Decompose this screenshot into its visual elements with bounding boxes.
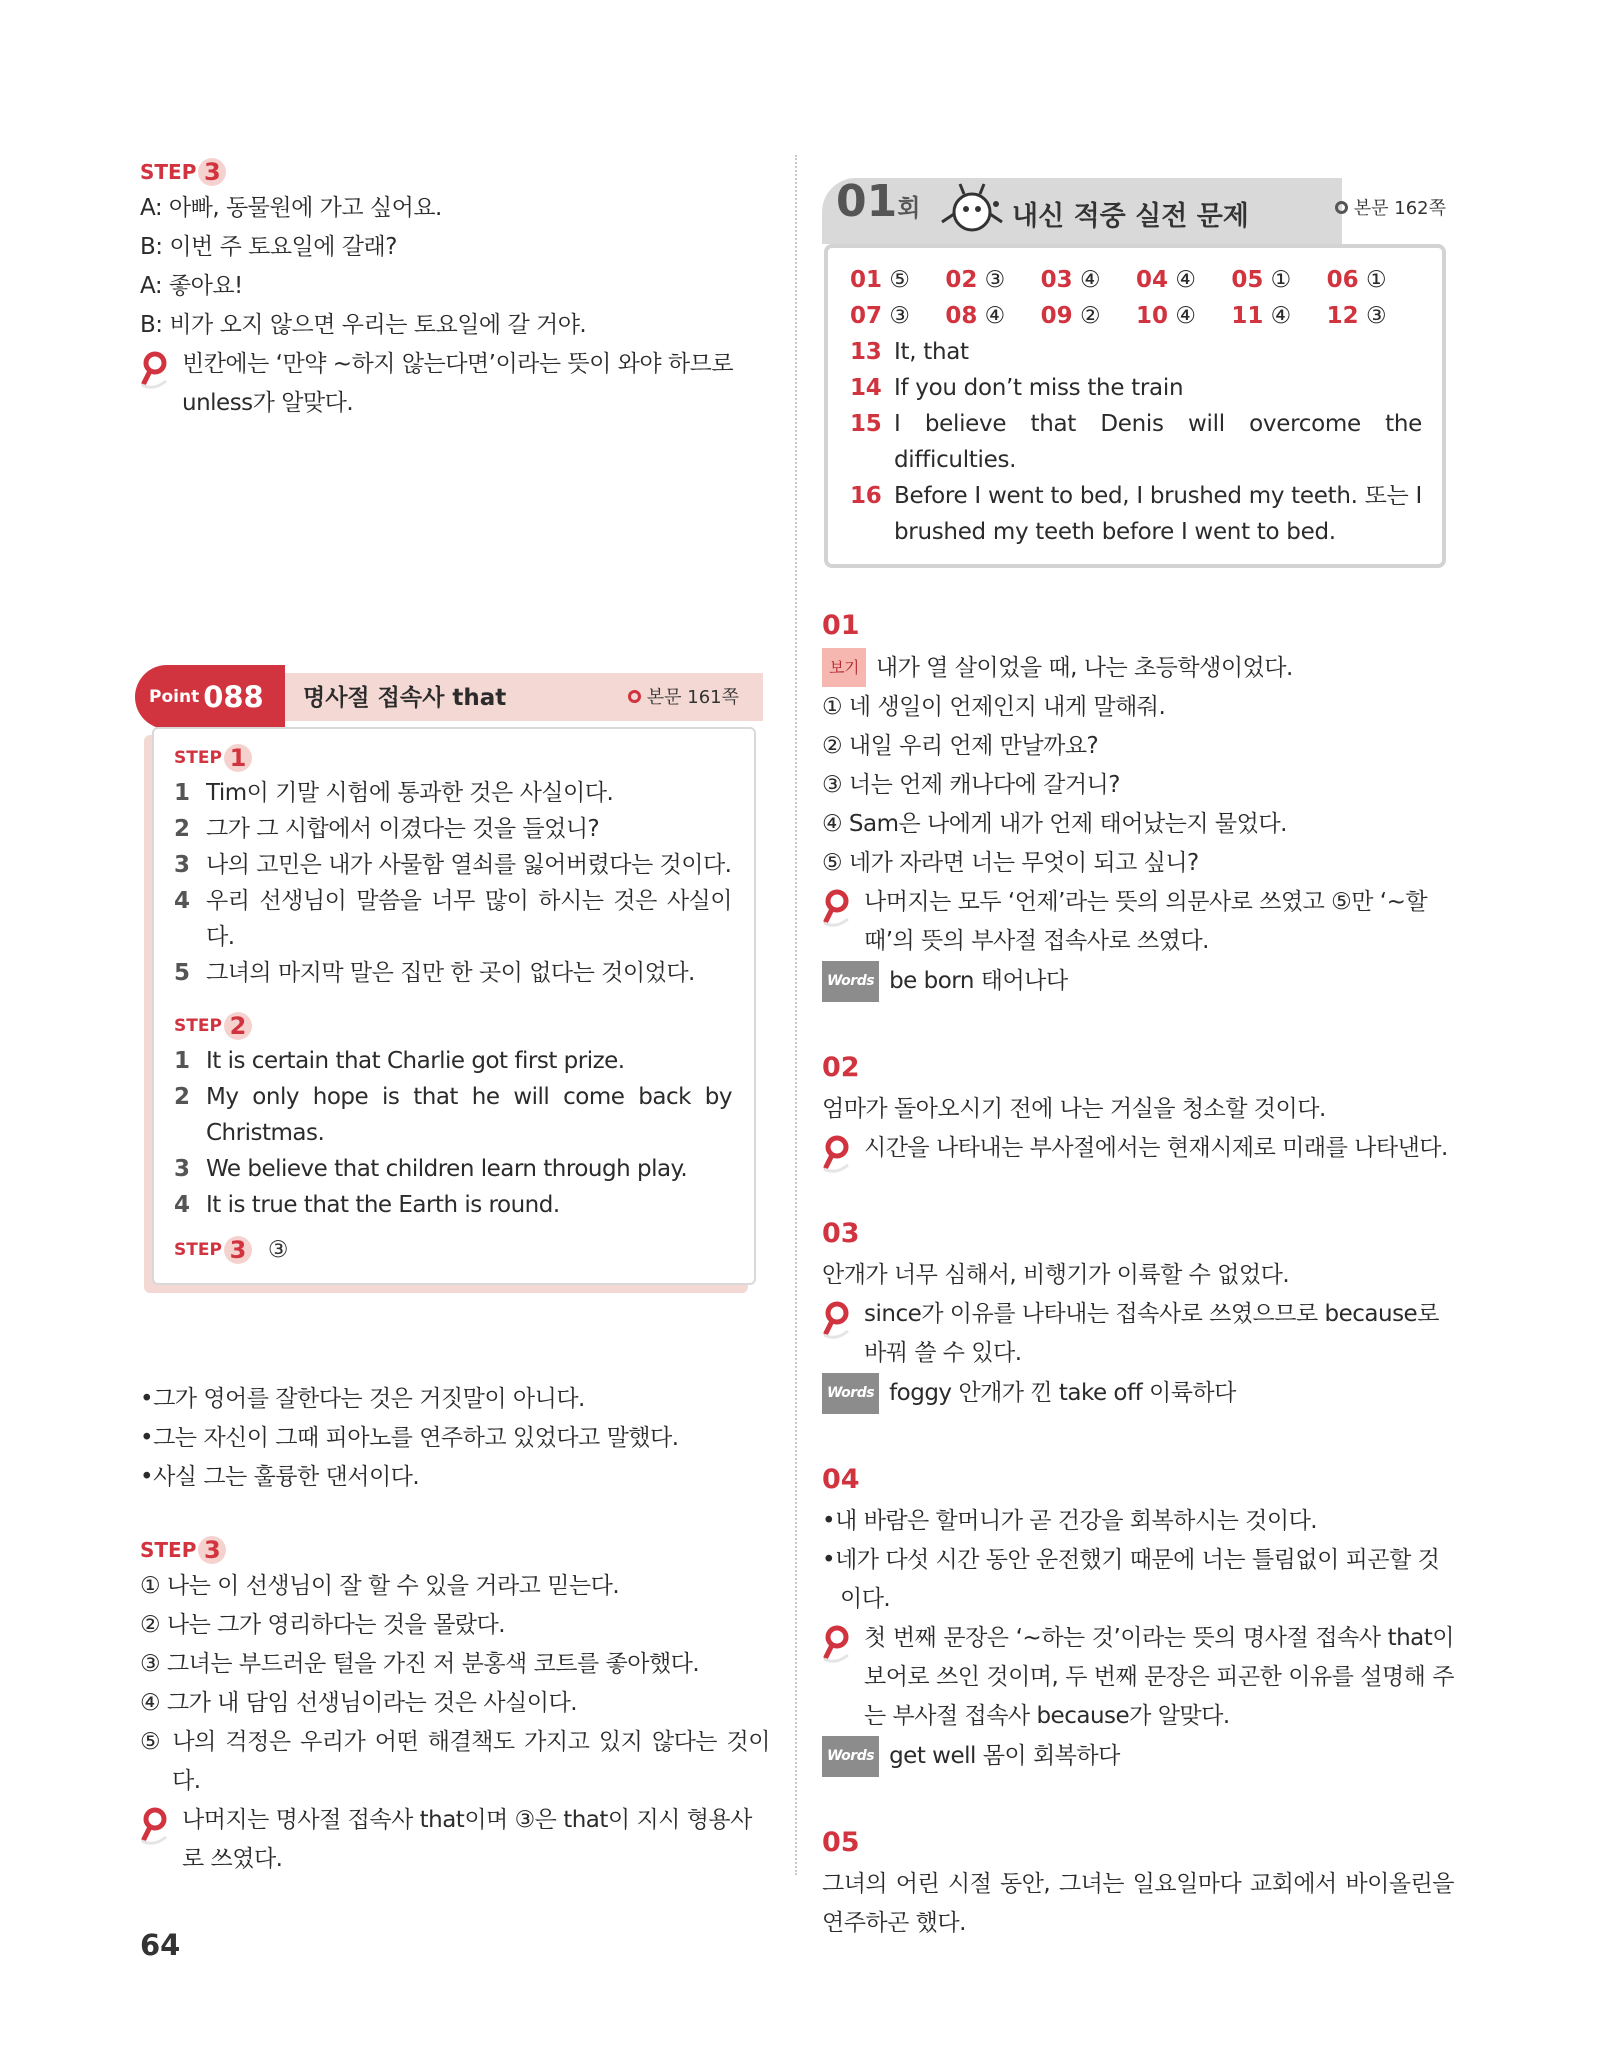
list-item: 1 It is certain that Charlie got first prize.: [174, 1048, 625, 1074]
step-3-heading: STEP 3: [140, 155, 770, 189]
answer-cell: 04 ④: [1136, 267, 1196, 293]
answer-row: 16 Before I went to bed, I brushed my teeth. 또는 I brushed my teeth before I went to bed.: [850, 483, 1422, 545]
option-line: ④ Sam은 나에게 내가 언제 태어났는지 물었다.: [822, 811, 1287, 837]
step-3-heading: STEP 3 ③: [174, 1236, 289, 1264]
answer-cell: 05 ①: [1231, 267, 1292, 293]
step-2-heading: STEP 2: [174, 1009, 732, 1043]
bullet-line: •그가 영어를 잘한다는 것은 거짓말이 아니다.: [140, 1386, 585, 1412]
explanations: [822, 590, 1454, 1943]
magnifier-icon: [822, 883, 852, 961]
answer-key-section: [822, 172, 1454, 568]
question-number: 04: [822, 1464, 860, 1495]
hint-block: [140, 1801, 770, 1879]
circle-bullet-icon: [628, 690, 641, 703]
magnifier-icon: [822, 1129, 852, 1168]
dialog-line: B: 비가 오지 않으면 우리는 토요일에 갈 거야.: [140, 312, 587, 338]
question-number: 02: [822, 1052, 860, 1083]
bullet-line: •사실 그는 훌륭한 댄서이다.: [140, 1464, 420, 1490]
option-line: ② 나는 그가 영리하다는 것을 몰랐다.: [140, 1612, 506, 1638]
words-tag: Words: [822, 1373, 879, 1414]
dialog-line: A: 아빠, 동물원에 가고 싶어요.: [140, 195, 442, 221]
hint-text: 빈칸에는 ‘만약 ~하지 않는다면’이라는 뜻이 와야 하므로 unless가 알맞다.: [182, 351, 734, 416]
answer-row: 14 If you don’t miss the train: [850, 375, 1184, 401]
dialog-line: A: 좋아요!: [140, 273, 243, 299]
answer-cell: 11 ④: [1231, 303, 1292, 329]
answer-grid: [850, 262, 1422, 334]
point-content-box: [152, 727, 756, 1285]
hint-text: 나머지는 모두 ‘언제’라는 뜻의 의문사로 쓰였고 ⑤만 ‘~할 때’의 뜻의 부사절 접속사로 쓰였다.: [864, 889, 1428, 954]
answer-cell: 01 ⑤: [850, 267, 910, 293]
list-item: 5 그녀의 마지막 말은 집만 한 곳이 없다는 것이었다.: [174, 960, 695, 986]
list-item: 4 우리 선생님이 말씀을 너무 많이 하시는 것은 사실이다.: [174, 888, 732, 950]
answer-cell: 09 ②: [1040, 303, 1101, 329]
question-number: 05: [822, 1827, 860, 1858]
hint-block: [822, 1295, 1454, 1373]
bullet-line: •그는 자신이 그때 피아노를 연주하고 있었다고 말했다.: [140, 1425, 679, 1451]
hint-text: 시간을 나타내는 부사절에서는 현재시제로 미래를 나타낸다.: [864, 1135, 1448, 1161]
answer-cell: 08 ④: [945, 303, 1006, 329]
round-number: 01회: [836, 176, 921, 227]
column-divider: [795, 155, 797, 1875]
hint-block: [822, 1619, 1454, 1736]
question-number: 03: [822, 1218, 860, 1249]
hint-block: [822, 883, 1454, 961]
bogi-line: 보기 내가 열 살이었을 때, 나는 초등학생이었다.: [822, 648, 1454, 688]
answer-key-box: [824, 244, 1446, 568]
point-badge: Point 088: [135, 665, 285, 729]
option-line: ③ 그녀는 부드러운 털을 가진 저 분홍색 코트를 좋아했다.: [140, 1651, 700, 1677]
point-title: 명사절 접속사 that: [303, 685, 507, 711]
list-item: 3 We believe that children learn through play.: [174, 1156, 688, 1182]
step-3-answer: ③: [267, 1237, 289, 1263]
magnifier-icon: [822, 1619, 852, 1736]
hint-text: since가 이유를 나타내는 접속사로 쓰였으므로 because로 바꿔 쓸 수 있다.: [864, 1301, 1439, 1366]
translation-line: 안개가 너무 심해서, 비행기가 이륙할 수 없었다.: [822, 1262, 1290, 1288]
step-1-heading: STEP 1: [174, 741, 732, 775]
option-line: ② 내일 우리 언제 만날까요?: [822, 733, 1099, 759]
bullet-line: •네가 다섯 시간 동안 운전했기 때문에 너는 틀림없이 피곤할 것이다.: [822, 1547, 1440, 1612]
words-tag: Words: [822, 961, 879, 1002]
question-number: 01: [822, 610, 860, 641]
left-column-bottom: [140, 1380, 770, 1879]
magnifier-icon: [140, 345, 170, 423]
words-tag: Words: [822, 1736, 879, 1777]
answer-cell: 02 ③: [945, 267, 1006, 293]
answer-cell: 10 ④: [1136, 303, 1196, 329]
magnifier-icon: [822, 1295, 852, 1373]
list-item: 3 나의 고민은 내가 사물함 열쇠를 잃어버렸다는 것이다.: [174, 852, 732, 878]
answer-cell: 06 ①: [1326, 267, 1387, 293]
hint-block: [140, 345, 770, 423]
bullet-line: •내 바람은 할머니가 곧 건강을 회복하시는 것이다.: [822, 1508, 1318, 1534]
option-line: ① 네 생일이 언제인지 내게 말해줘.: [822, 694, 1166, 720]
translation-line: 엄마가 돌아오시기 전에 나는 거실을 청소할 것이다.: [822, 1096, 1326, 1122]
hint-text: 나머지는 명사절 접속사 that이며 ③은 that이 지시 형용사로 쓰였다.: [182, 1807, 752, 1872]
left-column-top: [140, 155, 770, 423]
magnifier-icon: [140, 1801, 170, 1879]
point-header: [135, 665, 767, 721]
words-line: Words be born 태어나다: [822, 961, 1454, 1002]
list-item: 4 It is true that the Earth is round.: [174, 1192, 560, 1218]
option-line: ⑤ 네가 자라면 너는 무엇이 되고 싶니?: [822, 850, 1199, 876]
answer-cell: 12 ③: [1326, 303, 1387, 329]
answer-key-title: 내신 적중 실전 문제: [1012, 201, 1249, 232]
words-line: Words get well 몸이 회복하다: [822, 1736, 1454, 1777]
answer-cell: 03 ④: [1040, 267, 1101, 293]
words-line: Words foggy 안개가 낀 take off 이륙하다: [822, 1373, 1454, 1414]
page-reference: 본문 162쪽: [1335, 194, 1446, 220]
list-item: 2 My only hope is that he will come back by Christmas.: [174, 1084, 732, 1146]
list-item: 2 그가 그 시합에서 이겼다는 것을 들었니?: [174, 816, 600, 842]
point-088-section: [135, 665, 767, 1285]
option-line: ⑤ 나의 걱정은 우리가 어떤 해결책도 가지고 있지 않다는 것이다.: [140, 1729, 770, 1794]
answer-row: 15 I believe that Denis will overcome the difficulties.: [850, 411, 1422, 473]
circle-bullet-icon: [1335, 201, 1348, 214]
page-number: 64: [140, 1928, 181, 1962]
translation-line: 그녀의 어린 시절 동안, 그녀는 일요일마다 교회에서 바이올린을 연주하곤 했다.: [822, 1871, 1454, 1936]
page-reference: 본문 161쪽: [628, 683, 739, 709]
step-3-heading: STEP 3: [140, 1533, 770, 1567]
hint-block: [822, 1129, 1454, 1168]
list-item: 1 Tim이 기말 시험에 통과한 것은 사실이다.: [174, 780, 614, 806]
answer-row: 13 It, that: [850, 339, 969, 365]
option-line: ① 나는 이 선생님이 잘 할 수 있을 거라고 믿는다.: [140, 1573, 620, 1599]
dialog-line: B: 이번 주 토요일에 갈래?: [140, 234, 397, 260]
answer-cell: 07 ③: [850, 303, 910, 329]
option-line: ③ 너는 언제 캐나다에 갈거니?: [822, 772, 1120, 798]
hint-text: 첫 번째 문장은 ‘~하는 것’이라는 뜻의 명사절 접속사 that이 보어로 쓰인 것이며, 두 번째 문장은 피곤한 이유를 설명해 주는 부사절 접속사 because가 알맞다.: [864, 1625, 1454, 1729]
option-line: ④ 그가 내 담임 선생님이라는 것은 사실이다.: [140, 1690, 578, 1716]
mascot-icon: [938, 182, 1006, 242]
bogi-tag: 보기: [822, 648, 866, 687]
answer-key-header: [822, 172, 1454, 244]
